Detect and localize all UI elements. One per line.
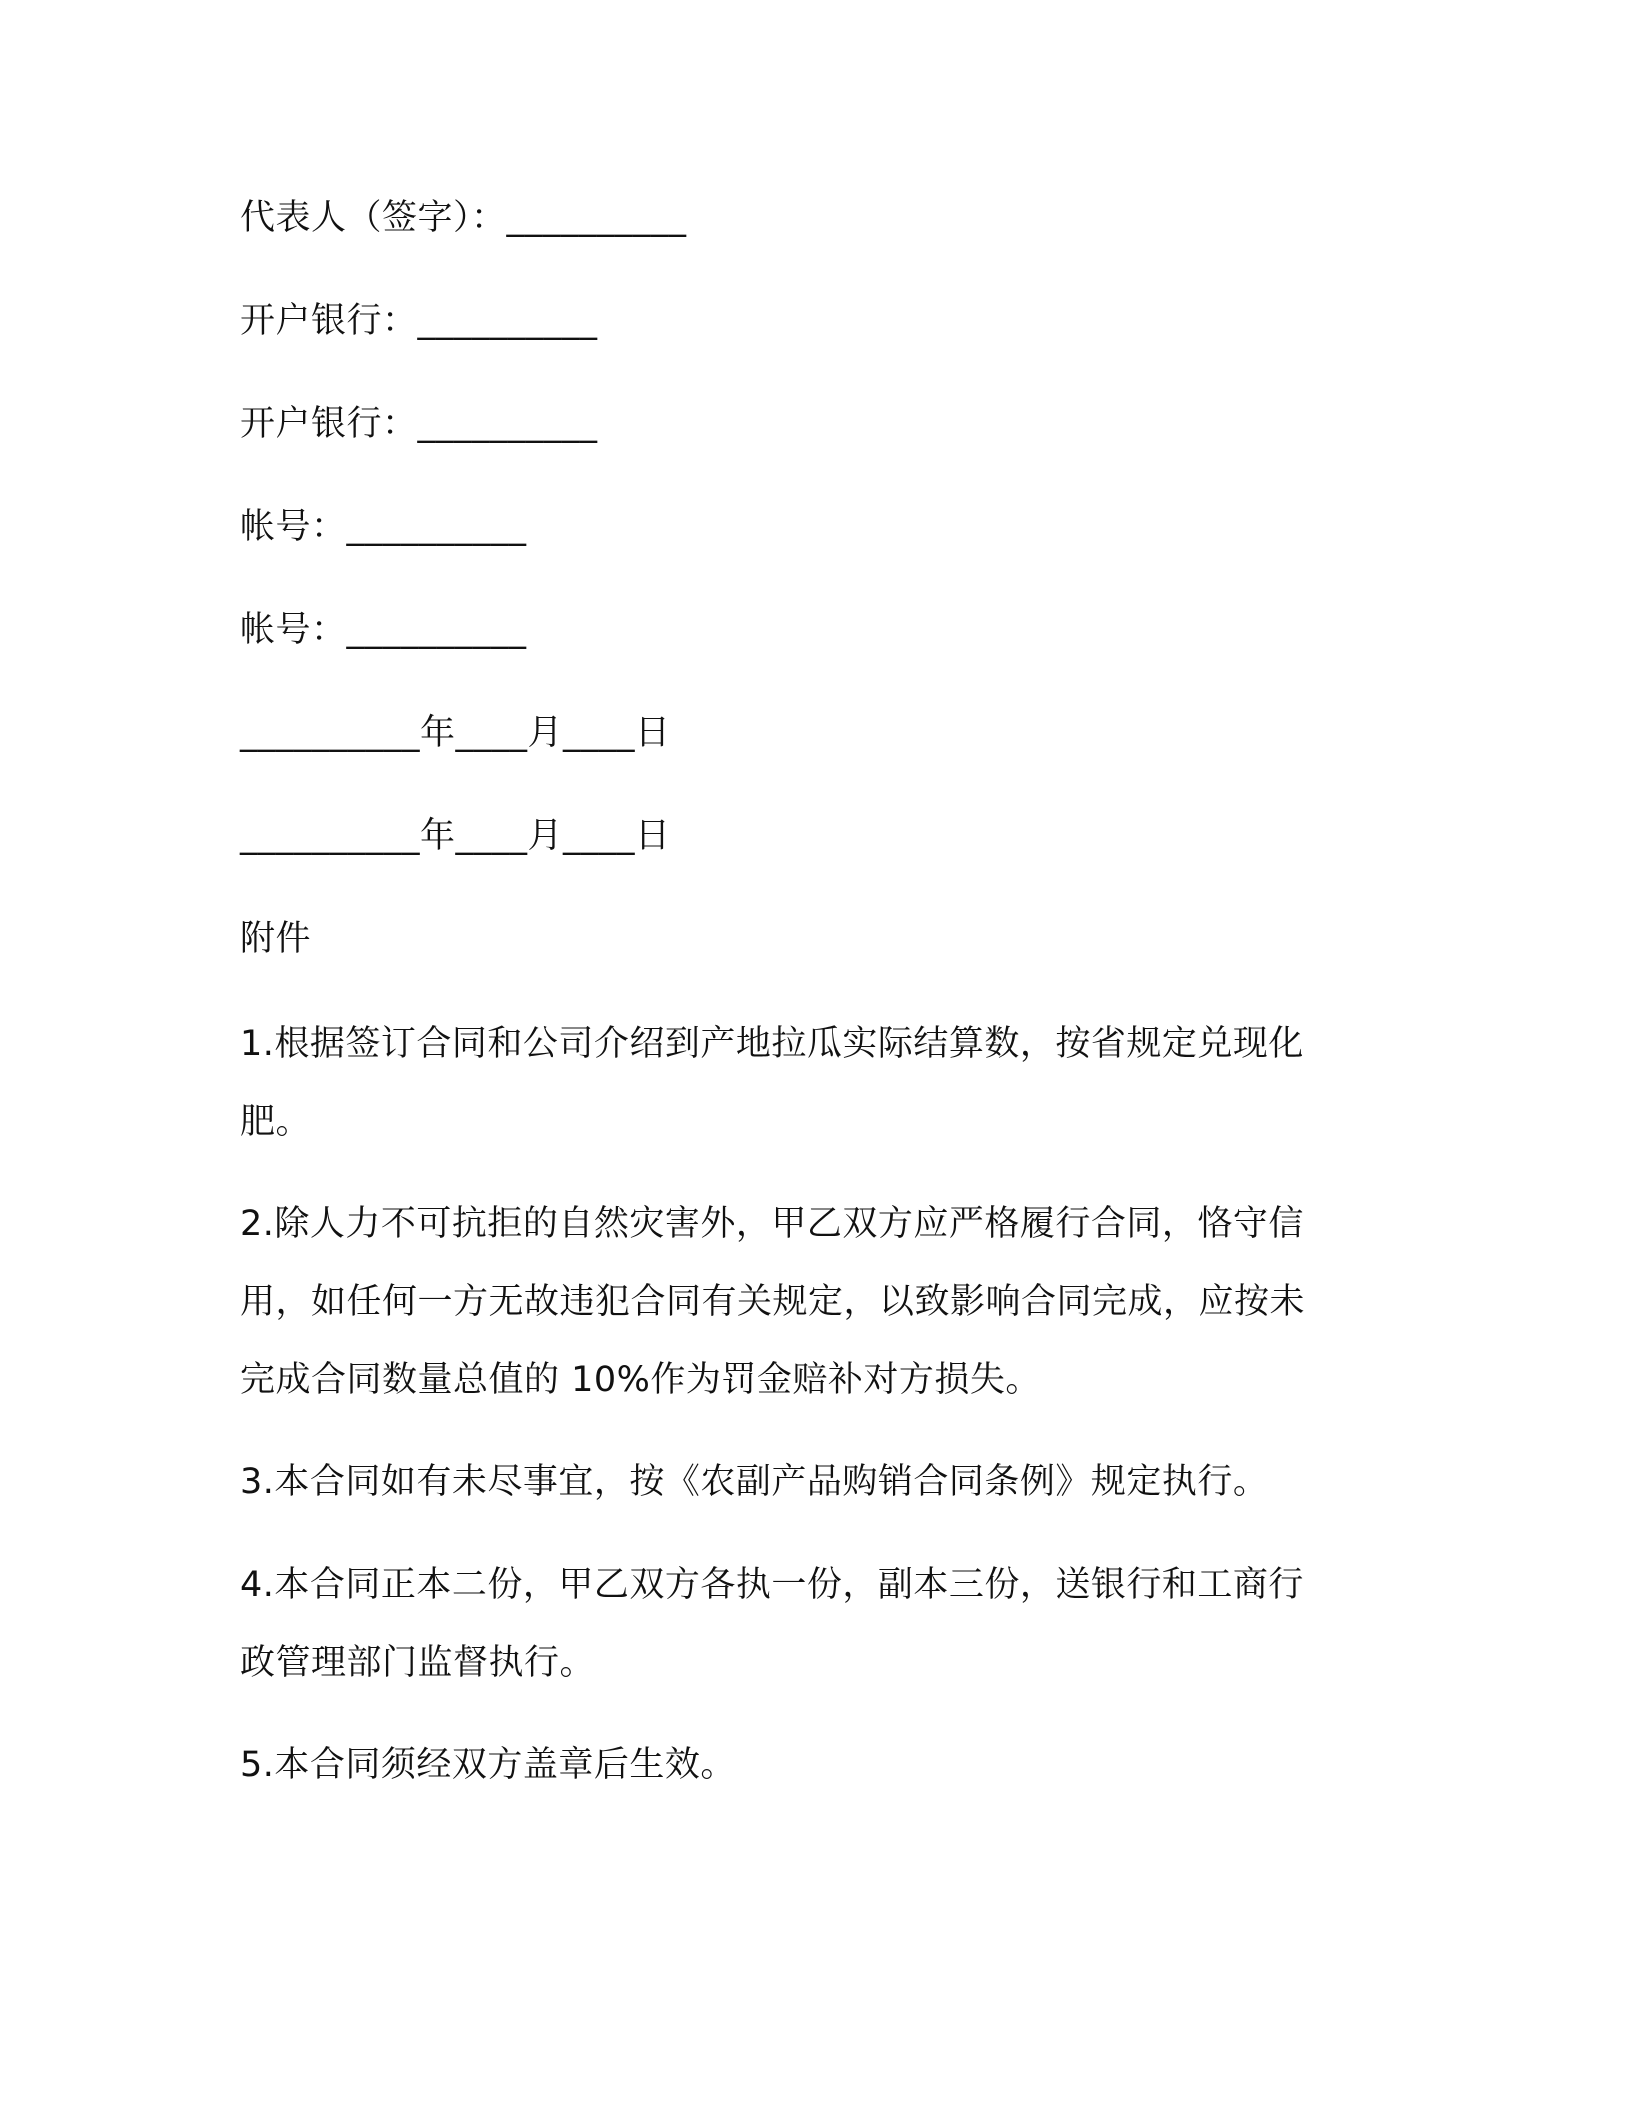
appendix-item-2 xyxy=(240,1185,1360,1419)
appendix-heading: 附件 xyxy=(240,919,312,959)
appendix-item-line: 用，如任何一方无故违犯合同有关规定，以致影响合同完成，应按未 xyxy=(240,1282,1306,1322)
appendix-item-line: 3.本合同如有未尽事宜，按《农副产品购销合同条例》规定执行。 xyxy=(240,1462,1269,1502)
bank-line-2: 开户银行：__________ xyxy=(240,404,598,444)
appendix-item-line: 1.根据签订合同和公司介绍到产地拉瓜实际结算数，按省规定兑现化 xyxy=(240,1024,1304,1064)
appendix-item-4 xyxy=(240,1546,1360,1702)
appendix-item-line: 肥。 xyxy=(240,1102,312,1142)
date-line-1: __________年____月____日 xyxy=(240,713,671,753)
appendix-item-5 xyxy=(240,1726,1360,1804)
bank-line-1: 开户银行：__________ xyxy=(240,301,598,341)
appendix-item-line: 政管理部门监督执行。 xyxy=(240,1643,596,1683)
appendix-item-line: 完成合同数量总值的 10%作为罚金赔补对方损失。 xyxy=(240,1360,1041,1400)
appendix-item-3 xyxy=(240,1443,1360,1521)
appendix-item-line: 5.本合同须经双方盖章后生效。 xyxy=(240,1745,736,1785)
appendix-item-line: 2.除人力不可抗拒的自然灾害外，甲乙双方应严格履行合同，恪守信 xyxy=(240,1204,1304,1244)
date-line-2: __________年____月____日 xyxy=(240,816,671,856)
appendix-item-line: 4.本合同正本二份，甲乙双方各执一份，副本三份，送银行和工商行 xyxy=(240,1565,1304,1605)
account-line-1: 帐号：__________ xyxy=(240,507,527,547)
account-line-2: 帐号：__________ xyxy=(240,610,527,650)
appendix-item-1 xyxy=(240,1005,1360,1161)
representative-signature-line: 代表人（签字）：__________ xyxy=(240,198,687,238)
